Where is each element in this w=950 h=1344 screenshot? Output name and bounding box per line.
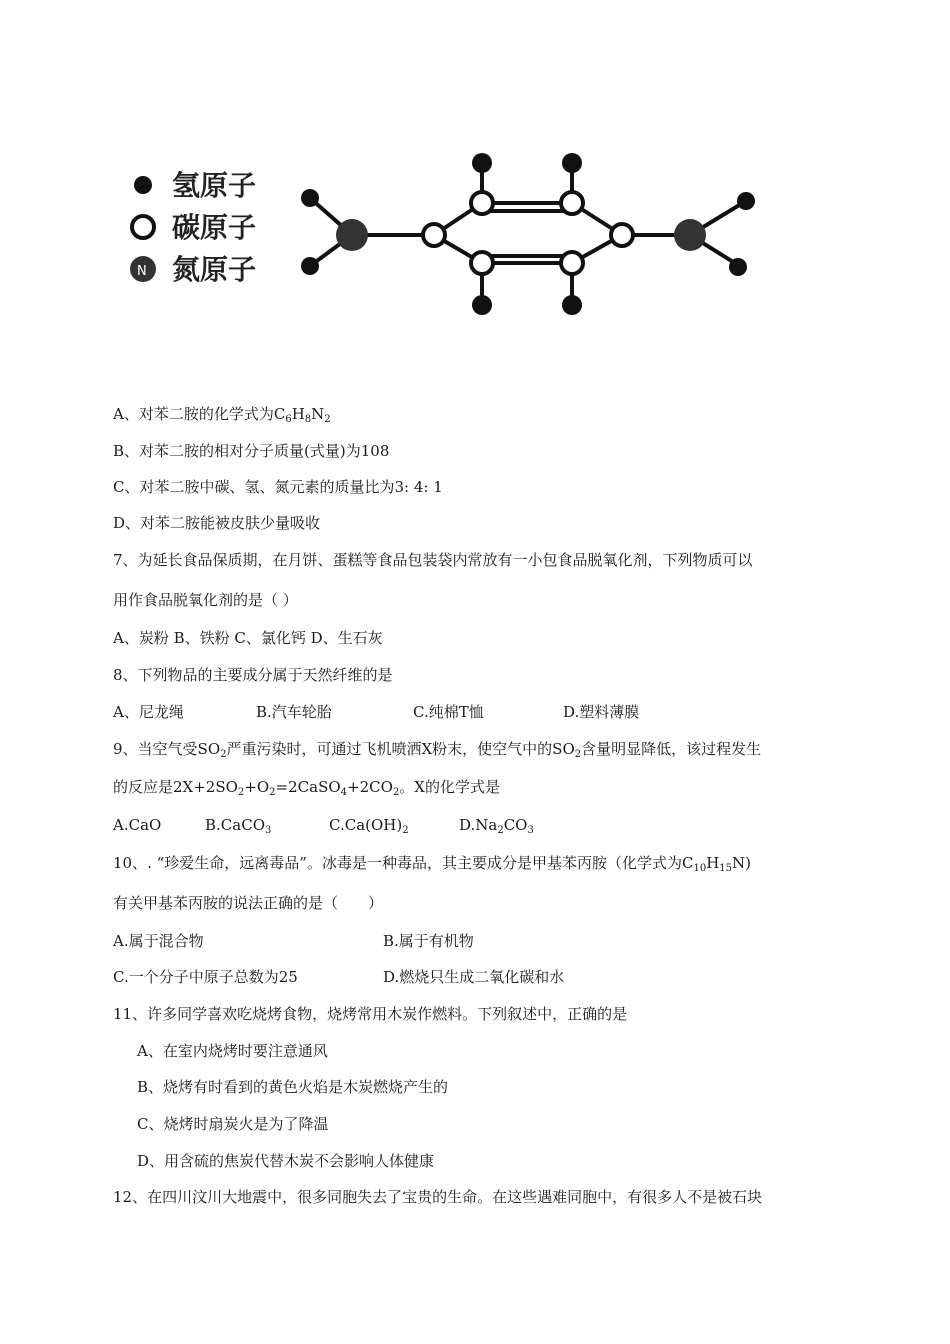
q6-option-a-text: N [311, 405, 325, 423]
legend-carbon-icon [132, 216, 154, 238]
legend [130, 169, 256, 286]
hydrogen-atom [472, 153, 492, 173]
q9-stem-line-2 [113, 777, 500, 797]
q9-text: 9、当空气受SO [113, 740, 221, 758]
q8-stem: 8、下列物品的主要成分属于天然纤维的是 [113, 666, 393, 684]
q10-options-row-1 [113, 931, 713, 951]
q9-option-d [459, 815, 534, 835]
subscript: 2 [574, 749, 582, 760]
q9-option-d-text: CO [503, 816, 528, 834]
legend-nitrogen-mark: N [137, 264, 147, 279]
q9-option-a: A.CaO [113, 816, 162, 834]
subscript: 6 [285, 414, 292, 425]
hydrogen-atom [562, 153, 582, 173]
molecule-figure [110, 135, 790, 335]
q6-option-a [113, 404, 331, 424]
hydrogen-atom [729, 258, 747, 276]
hydrogen-atom [472, 295, 492, 315]
q9-text: 。X的化学式是 [399, 778, 500, 796]
q10-stem-line-2: 有关甲基苯丙胺的说法正确的是（ ） [113, 894, 384, 912]
subscript: 8 [304, 414, 312, 425]
q9-stem-line-1 [113, 739, 761, 759]
q12-stem-line-1: 12、在四川汶川大地震中，很多同胞失去了宝贵的生命。在这些遇难同胞中，有很多人不是被石块 [113, 1188, 763, 1206]
legend-hydrogen-icon [134, 176, 152, 194]
q6-option-c: C、对苯二胺中碳、氢、氮元素的质量比为3: 4: 1 [113, 478, 443, 496]
nitrogen-atom [336, 219, 368, 251]
q6-option-d: D、对苯二胺能被皮肤少量吸收 [113, 514, 321, 532]
q10-text: N) [732, 854, 751, 872]
subscript: 2 [402, 825, 409, 836]
subscript: 2 [237, 787, 245, 798]
subscript: 4 [340, 787, 348, 798]
q9-text: 含量明显降低，该过程发生 [581, 740, 762, 758]
hydrogen-atom [562, 295, 582, 315]
q7-stem-line-2: 用作食品脱氧化剂的是（ ） [113, 591, 298, 609]
q11-option-a: A、在室内烧烤时要注意通风 [137, 1042, 328, 1060]
q6-option-a-text: A、对苯二胺的化学式为C [113, 405, 286, 423]
q6-option-b: B、对苯二胺的相对分子质量(式量)为108 [113, 442, 390, 460]
subscript: 3 [265, 825, 272, 836]
q9-option-b [205, 815, 271, 835]
q10-option-a: A.属于混合物 [113, 932, 204, 950]
subscript: 2 [324, 414, 331, 425]
q6-option-a-text: H [291, 405, 305, 423]
legend-nitrogen-label: 氮原子 [172, 253, 257, 286]
q10-text: H [706, 854, 720, 872]
subscript: 2 [497, 825, 504, 836]
q10-option-c: C.一个分子中原子总数为25 [113, 968, 298, 986]
q11-option-b: B、烧烤有时看到的黄色火焰是木炭燃烧产生的 [137, 1078, 449, 1096]
q10-option-b: B.属于有机物 [383, 932, 474, 950]
nitrogen-atom [674, 219, 706, 251]
hydrogen-atom [301, 257, 319, 275]
carbon-atom [471, 192, 493, 214]
q9-text: 严重污染时，可通过飞机喷洒X粉末，使空气中的SO [226, 740, 575, 758]
subscript: 2 [220, 749, 227, 760]
q9-text: +2CO [347, 778, 393, 796]
carbon-atom [611, 224, 633, 246]
q9-option-b-text: B.CaCO [205, 816, 265, 834]
hydrogen-atom [737, 192, 755, 210]
subscript: 2 [392, 787, 400, 798]
subscript: 10 [693, 863, 707, 874]
legend-hydrogen-label: 氢原子 [172, 169, 257, 202]
q8-option-b: B.汽车轮胎 [256, 703, 332, 721]
q10-option-d: D.燃烧只生成二氧化碳和水 [383, 968, 565, 986]
q9-options [113, 815, 713, 835]
q11-stem: 11、许多同学喜欢吃烧烤食物，烧烤常用木炭作燃料。下列叙述中，正确的是 [113, 1005, 628, 1023]
q7-options: A、炭粉 B、铁粉 C、氯化钙 D、生石灰 [113, 629, 383, 647]
q9-option-c [329, 815, 409, 835]
q8-option-d: D.塑料薄膜 [563, 703, 640, 721]
q10-stem-line-1 [113, 853, 751, 873]
legend-carbon-label: 碳原子 [172, 211, 257, 244]
subscript: 2 [269, 787, 276, 798]
q9-text: +O [244, 778, 270, 796]
q10-text: 10、. “珍爱生命，远离毒品”。冰毒是一种毒品，其主要成分是甲基苯丙胺（化学式为C [113, 854, 694, 872]
carbon-atom [471, 252, 493, 274]
carbon-atom [561, 192, 583, 214]
hydrogen-atom [301, 189, 319, 207]
subscript: 15 [719, 863, 733, 874]
q11-option-c: C、烧烤时扇炭火是为了降温 [137, 1115, 329, 1133]
q9-option-d-text: D.Na [459, 816, 498, 834]
q10-options-row-2 [113, 967, 713, 987]
q9-text: 的反应是2X+2SO [113, 778, 238, 796]
q9-option-c-text: C.Ca(OH) [329, 816, 403, 834]
q8-options [113, 702, 713, 722]
q11-option-d: D、用含硫的焦炭代替木炭不会影响人体健康 [137, 1152, 435, 1170]
q8-option-c: C.纯棉T恤 [413, 703, 484, 721]
q8-option-a: A、尼龙绳 [113, 703, 184, 721]
subscript: 3 [527, 825, 534, 836]
carbon-atom [561, 252, 583, 274]
q7-stem-line-1: 7、为延长食品保质期，在月饼、蛋糕等食品包装袋内常放有一小包食品脱氧化剂，下列物质可以 [113, 551, 753, 569]
carbon-atom [423, 224, 445, 246]
q9-text: =2CaSO [275, 778, 341, 796]
